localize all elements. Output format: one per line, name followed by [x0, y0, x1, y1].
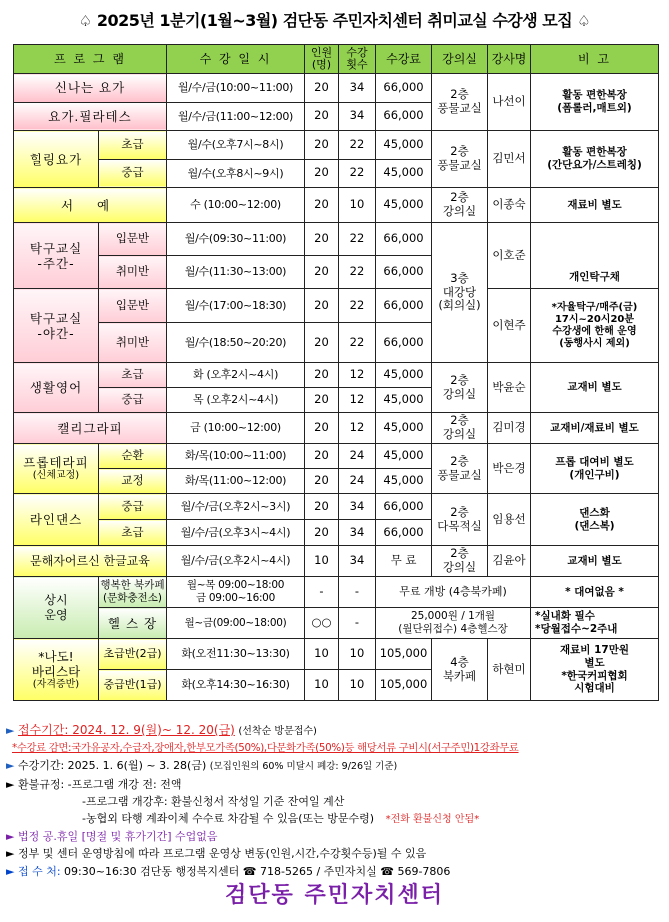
header-fee: 수강료	[376, 45, 432, 74]
note-cell: *자율탁구/매주(금) 17시~20시20분 수강생에 한해 운영 (동행사시 제외)	[531, 289, 659, 363]
count-cell: 34	[339, 74, 376, 103]
table-row	[14, 131, 659, 160]
note-cell: 활동 편한복장 (간단요가/스트레칭)	[531, 131, 659, 188]
count-cell: 22	[339, 289, 376, 323]
program-name: 문해자어르신 한글교육	[14, 546, 167, 577]
fee-cell: 45,000	[376, 363, 432, 388]
header-teacher: 강사명	[488, 45, 531, 74]
note-cell: 개인탁구채	[531, 223, 659, 289]
capacity-cell: 20	[305, 388, 339, 413]
program-name: 행복한 북카페 (문화충전소)	[99, 577, 167, 608]
header-note: 비 고	[531, 45, 659, 74]
teacher-cell: 김민서	[488, 131, 531, 188]
capacity-cell: 20	[305, 102, 339, 131]
room-cell: 2층 강의실	[432, 363, 488, 413]
footer-notes	[6, 722, 666, 880]
count-cell: 34	[339, 494, 376, 520]
note-cell: 교재비 별도	[531, 363, 659, 413]
capacity-cell: 20	[305, 469, 339, 494]
table-row	[14, 639, 659, 670]
note-cell: * 대여없음 *	[531, 577, 659, 608]
teacher-cell: 박윤순	[488, 363, 531, 413]
count-cell: 12	[339, 363, 376, 388]
table-row	[14, 413, 659, 444]
fee-cell: 45,000	[376, 388, 432, 413]
triangle-icon: ►	[6, 724, 15, 737]
count-cell: -	[339, 577, 376, 608]
note-cell: 교재비 별도	[531, 546, 659, 577]
note-cell: *실내화 필수 *당월접수~2주내	[531, 608, 659, 639]
room-cell: 2층 풍물교실	[432, 131, 488, 188]
count-cell: 34	[339, 520, 376, 546]
level-cell: 초급	[99, 131, 167, 160]
count-cell: 34	[339, 102, 376, 131]
fee-cell: 45,000	[376, 159, 432, 188]
table-row	[14, 363, 659, 388]
program-name: 라인댄스	[14, 494, 99, 546]
capacity-cell: 20	[305, 289, 339, 323]
program-name: 생활영어	[14, 363, 99, 413]
count-cell: 22	[339, 223, 376, 256]
program-name	[14, 639, 99, 701]
program-name: 신나는 요가	[14, 74, 167, 103]
program-name: 헬 스 장	[99, 608, 167, 639]
capacity-cell: 10	[305, 670, 339, 701]
count-cell: 34	[339, 546, 376, 577]
table-row	[14, 188, 659, 223]
table-row	[14, 577, 659, 608]
note-cell: 활동 편한복장 (폼롤러,매트외)	[531, 74, 659, 131]
schedule-cell: 수 (10:00~12:00)	[167, 188, 305, 223]
note-cell: 댄스화 (댄스복)	[531, 494, 659, 546]
schedule-cell: 월/수/금(오후2시~3시)	[167, 494, 305, 520]
program-name: 탁구교실 -주간-	[14, 223, 99, 289]
triangle-icon: ►	[6, 830, 15, 844]
teacher-cell: 김미경	[488, 413, 531, 444]
teacher-cell: 나선이	[488, 74, 531, 131]
header-capacity: 인원 (명)	[305, 45, 339, 74]
program-name	[14, 444, 99, 494]
note-cell: 교재비/재료비 별도	[531, 413, 659, 444]
count-cell: 22	[339, 131, 376, 160]
count-cell: 12	[339, 413, 376, 444]
refund-rule-2: -프로그램 개강후: 환불신청서 작성일 기준 잔여일 계산	[82, 794, 345, 808]
title-text: 2025년 1분기(1월~3월) 검단동 주민자치센터 취미교실 수강생 모집	[96, 11, 573, 30]
contact-label: 접 수 처:	[17, 864, 61, 878]
fee-cell: 66,000	[376, 256, 432, 289]
count-cell: -	[339, 608, 376, 639]
capacity-cell: 10	[305, 639, 339, 670]
teacher-cell: 이종숙	[488, 188, 531, 223]
holiday-line	[6, 828, 666, 845]
refund-phone-note: *전화 환불신청 안됨*	[385, 814, 480, 826]
fee-cell: 45,000	[376, 469, 432, 494]
level-cell: 입문반	[99, 289, 167, 323]
triangle-icon: ►	[6, 847, 15, 861]
teacher-cell: 이호준	[488, 223, 531, 289]
schedule-cell: 화(오전11:30~13:30)	[167, 639, 305, 670]
room-cell: 2층 강의실	[432, 188, 488, 223]
fee-cell: 66,000	[376, 520, 432, 546]
count-cell: 10	[339, 639, 376, 670]
schedule-cell: 월~금(09:00~18:00)	[167, 608, 305, 639]
triangle-icon: ►	[6, 777, 15, 791]
count-cell: 24	[339, 469, 376, 494]
table-row	[14, 494, 659, 520]
fee-cell: 66,000	[376, 323, 432, 363]
teacher-cell: 하현미	[488, 639, 531, 701]
capacity-cell: 20	[305, 323, 339, 363]
count-cell: 10	[339, 670, 376, 701]
table-row	[14, 223, 659, 256]
page-title	[0, 8, 669, 31]
contact-info: 09:30~16:30 검단동 행정복지센터 ☎ 718-5265 / 주민자치실 ☎ 569-7806	[64, 864, 451, 878]
capacity-cell: 20	[305, 256, 339, 289]
program-name: 탁구교실 -야간-	[14, 289, 99, 363]
level-cell: 중급반(1급)	[99, 670, 167, 701]
fee-cell: 45,000	[376, 444, 432, 469]
schedule-cell: 월/수(11:30~13:00)	[167, 256, 305, 289]
always-open-label: 상시 운영	[14, 577, 99, 639]
fee-cell: 무료 개방 (4층북카페)	[376, 577, 531, 608]
program-subtitle: (자격증반)	[32, 678, 80, 690]
count-cell: 10	[339, 188, 376, 223]
capacity-cell: -	[305, 577, 339, 608]
teacher-cell: 임용선	[488, 494, 531, 546]
header-schedule: 수 강 일 시	[167, 45, 305, 74]
schedule-cell: 월/수/금(오후3시~4시)	[167, 520, 305, 546]
program-name: 힐링요가	[14, 131, 99, 188]
teacher-cell: 이현주	[488, 289, 531, 363]
table-row	[14, 546, 659, 577]
capacity-cell: 20	[305, 413, 339, 444]
level-cell: 중급	[99, 494, 167, 520]
schedule-cell: 월/수(09:30~11:00)	[167, 223, 305, 256]
capacity-cell: 20	[305, 494, 339, 520]
teacher-cell: 김윤아	[488, 546, 531, 577]
fee-cell: 45,000	[376, 413, 432, 444]
level-cell: 초급반(2급)	[99, 639, 167, 670]
note-cell: 재료비 17만원 별도 *한국커피협회 시험대비	[531, 639, 659, 701]
refund-rule-3: -농협외 타행 계좌이체 수수료 차감될 수 있음(또는 방문수령)	[82, 812, 375, 826]
fee-cell: 45,000	[376, 131, 432, 160]
registration-period: 접수기간: 2024. 12. 9(월)~ 12. 20(금)	[17, 723, 235, 737]
capacity-cell: 10	[305, 546, 339, 577]
refund-line	[6, 776, 666, 793]
fee-cell: 45,000	[376, 188, 432, 223]
program-subtitle: (신체교정)	[32, 470, 80, 481]
header-program: 프 로 그 램	[14, 45, 167, 74]
level-cell: 초급	[99, 520, 167, 546]
fee-cell: 66,000	[376, 102, 432, 131]
note-cell: 프롭 대여비 별도 (개인구비)	[531, 444, 659, 494]
room-cell: 2층 다목적실	[432, 494, 488, 546]
capacity-cell: 20	[305, 131, 339, 160]
registration-note: (선착순 방문접수)	[238, 726, 317, 737]
teacher-cell: 박은경	[488, 444, 531, 494]
schedule-cell: 월/수/금(10:00~11:00)	[167, 74, 305, 103]
fee-cell: 66,000	[376, 289, 432, 323]
table-row	[14, 74, 659, 103]
center-signature: 검단동 주민자치센터	[225, 883, 444, 908]
program-name: 요가.필라테스	[14, 102, 167, 131]
count-cell: 12	[339, 388, 376, 413]
room-cell: 4층 북카페	[432, 639, 488, 701]
schedule-cell: 목 (오후2시~4시)	[167, 388, 305, 413]
fee-cell: 66,000	[376, 223, 432, 256]
spade-icon: ♤	[78, 12, 92, 30]
period-note: (모집인원의 60% 미달시 폐강: 9/26일 기준)	[209, 761, 398, 773]
program-title: 프롭테라피	[23, 455, 89, 470]
triangle-icon: ►	[6, 864, 15, 878]
level-cell: 중급	[99, 388, 167, 413]
level-cell: 초급	[99, 363, 167, 388]
spade-icon: ♤	[577, 12, 591, 30]
level-cell: 입문반	[99, 223, 167, 256]
policy-line	[6, 845, 666, 862]
fee-cell: 105,000	[376, 639, 432, 670]
count-cell: 24	[339, 444, 376, 469]
level-cell: 중급	[99, 159, 167, 188]
count-cell: 22	[339, 256, 376, 289]
capacity-cell: ○○	[305, 608, 339, 639]
schedule-cell: 월/수/금(오후2시~4시)	[167, 546, 305, 577]
course-period: 수강기간: 2025. 1. 6(월) ~ 3. 28(금)	[17, 759, 207, 773]
program-name: 캘리그라피	[14, 413, 167, 444]
room-cell: 2층 풍물교실	[432, 74, 488, 131]
table-row	[14, 444, 659, 469]
schedule-cell: 화/목(10:00~11:00)	[167, 444, 305, 469]
schedule-cell: 화(오후14:30~16:30)	[167, 670, 305, 701]
program-table	[13, 44, 659, 701]
level-cell: 순환	[99, 444, 167, 469]
room-cell: 3층 대강당 (회의실)	[432, 223, 488, 363]
capacity-cell: 20	[305, 74, 339, 103]
schedule-cell: 화 (오후2시~4시)	[167, 363, 305, 388]
capacity-cell: 20	[305, 159, 339, 188]
refund-line-3	[6, 810, 666, 828]
header-count: 수강 횟수	[339, 45, 376, 74]
level-cell: 취미반	[99, 256, 167, 289]
table-row	[14, 608, 659, 639]
room-cell: 2층 풍물교실	[432, 444, 488, 494]
fee-cell: 66,000	[376, 494, 432, 520]
capacity-cell: 20	[305, 223, 339, 256]
fee-cell: 105,000	[376, 670, 432, 701]
header-room: 강의실	[432, 45, 488, 74]
schedule-cell: 화/목(11:00~12:00)	[167, 469, 305, 494]
schedule-cell: 월/수(18:50~20:20)	[167, 323, 305, 363]
fee-cell: 무 료	[376, 546, 432, 577]
count-cell: 22	[339, 159, 376, 188]
program-title: *나도! 바리스타	[31, 648, 81, 679]
level-cell: 취미반	[99, 323, 167, 363]
triangle-icon: ►	[6, 759, 15, 773]
schedule-cell: 월/수(오후7시~8시)	[167, 131, 305, 160]
refund-rule-1: 환불규정: -프로그램 개강 전: 전액	[17, 777, 182, 791]
fee-cell: 66,000	[376, 74, 432, 103]
policy-note: 정부 및 센터 운영방침에 따라 프로그램 운영상 변동(인원,시간,수강횟수등)될 수 있음	[17, 847, 427, 861]
schedule-cell: 월/수(오후8시~9시)	[167, 159, 305, 188]
note-cell: 재료비 별도	[531, 188, 659, 223]
schedule-cell: 월/수/금(11:00~12:00)	[167, 102, 305, 131]
capacity-cell: 20	[305, 520, 339, 546]
period-line	[6, 757, 666, 775]
level-cell: 교정	[99, 469, 167, 494]
registration-line	[6, 722, 666, 740]
capacity-cell: 20	[305, 363, 339, 388]
program-name: 서 예	[14, 188, 167, 223]
discount-line: *수강료 감면:국가유공자,수급자,장애자,한부모가족(50%),다문화가족(50%)등 해당서류 구비시(서구주민)1강좌무료	[12, 742, 519, 755]
room-cell: 2층 강의실	[432, 413, 488, 444]
schedule-cell: 월~목 09:00~18:00 금 09:00~16:00	[167, 577, 305, 608]
schedule-cell: 월/수(17:00~18:30)	[167, 289, 305, 323]
capacity-cell: 20	[305, 444, 339, 469]
table-row	[14, 289, 659, 323]
capacity-cell: 20	[305, 188, 339, 223]
room-cell: 2층 강의실	[432, 546, 488, 577]
fee-cell: 25,000원 / 1개월 (월단위접수) 4층헬스장	[376, 608, 531, 639]
count-cell: 22	[339, 323, 376, 363]
holiday-note: 법정 공.휴일 [명절 및 휴가기간] 수업없음	[17, 830, 218, 844]
schedule-cell: 금 (10:00~12:00)	[167, 413, 305, 444]
